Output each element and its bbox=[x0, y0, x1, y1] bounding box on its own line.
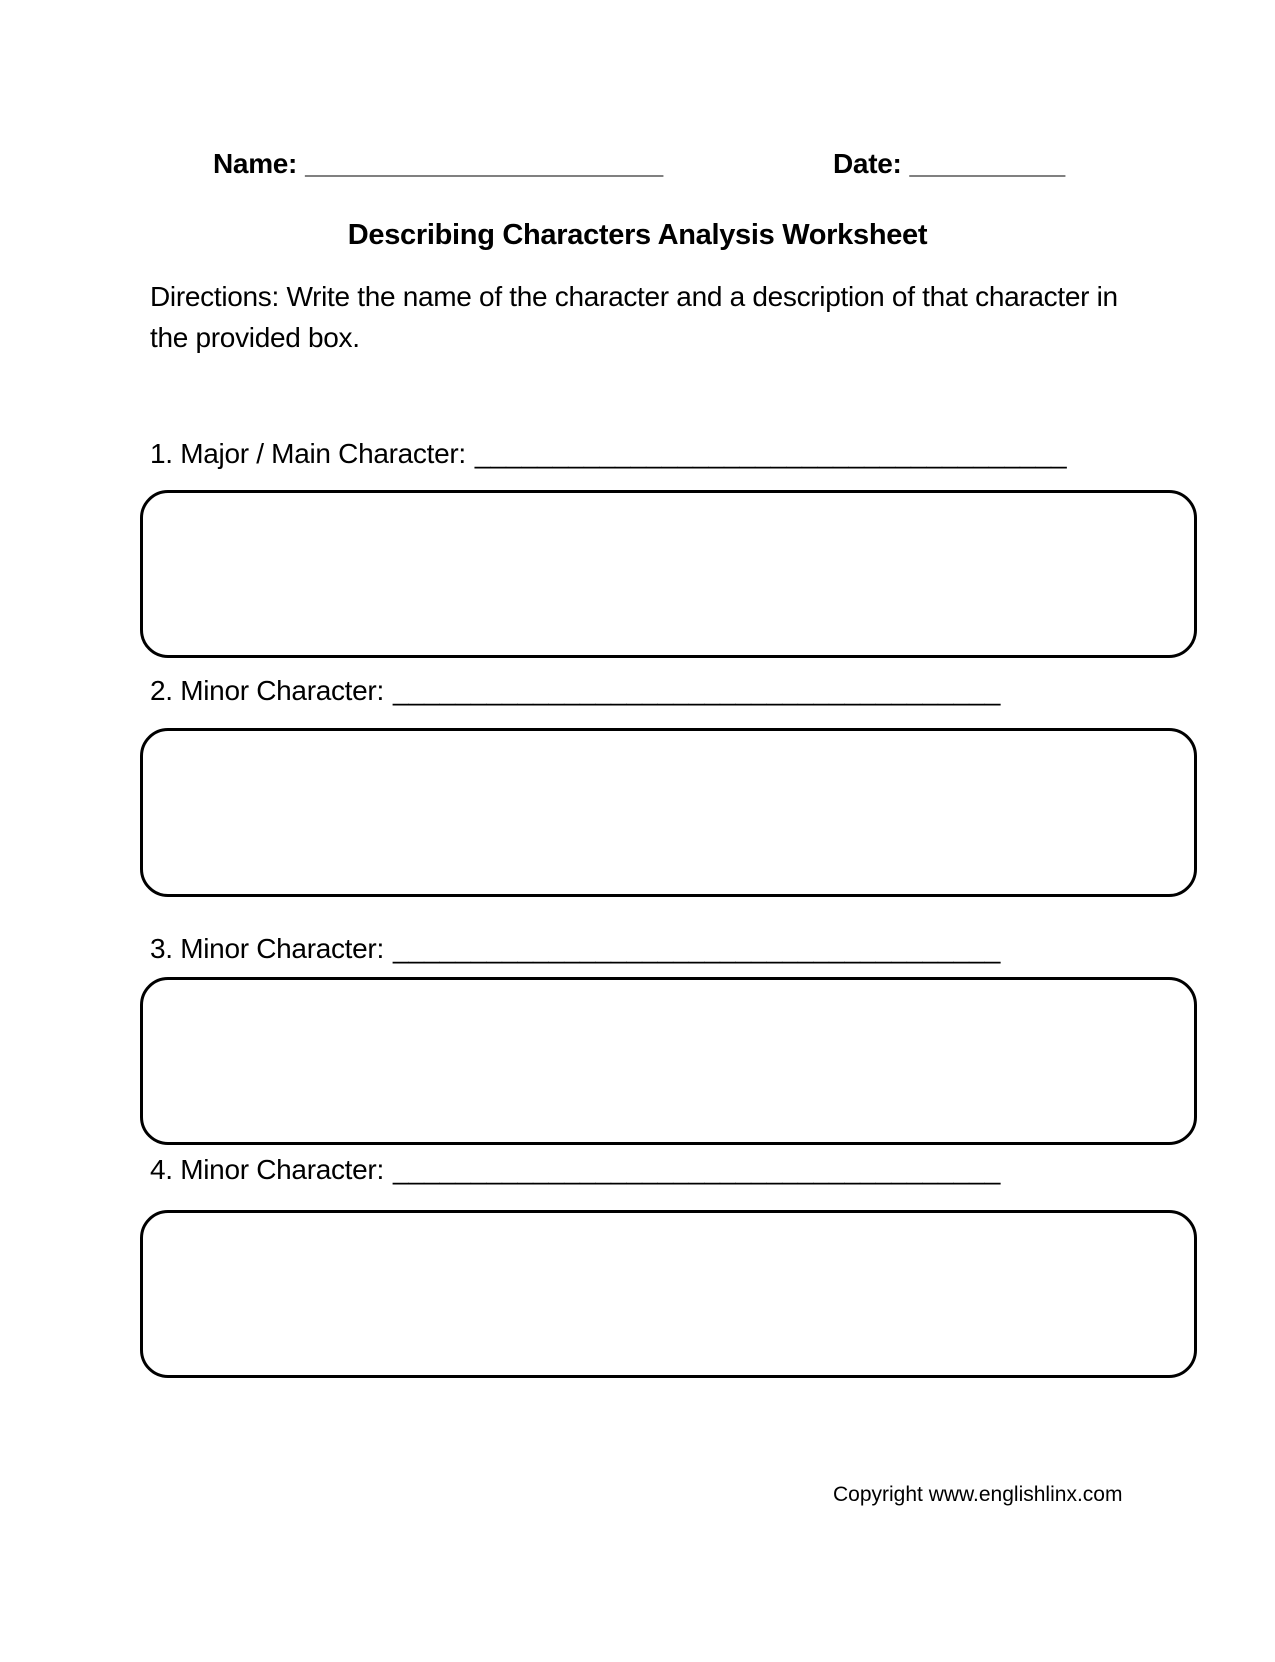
section-3-label: 3. Minor Character: bbox=[150, 933, 384, 964]
directions-text: Directions: Write the name of the character and a description of that character in the provided box. bbox=[150, 281, 1118, 353]
section-1-label: 1. Major / Main Character: bbox=[150, 438, 466, 469]
section-2-label: 2. Minor Character: bbox=[150, 675, 384, 706]
section-4-character-box[interactable] bbox=[140, 1210, 1197, 1378]
date-label: Date: bbox=[833, 148, 902, 179]
section-2-label-row bbox=[150, 675, 1000, 707]
section-3-character-box[interactable] bbox=[140, 977, 1197, 1145]
section-3-blank-line[interactable]: _______________________________________ bbox=[392, 933, 1001, 964]
section-4-blank-line[interactable]: _______________________________________ bbox=[392, 1154, 1001, 1185]
section-1-label-row bbox=[150, 438, 1067, 470]
section-2-blank-line[interactable]: _______________________________________ bbox=[392, 675, 1001, 706]
name-label: Name: bbox=[213, 148, 298, 179]
date-field bbox=[833, 148, 1065, 180]
section-1-character-box[interactable] bbox=[140, 490, 1197, 658]
section-1-blank-line[interactable]: ______________________________________ bbox=[474, 438, 1067, 469]
page-title: Describing Characters Analysis Worksheet bbox=[347, 219, 928, 251]
name-blank-line[interactable]: _______________________ bbox=[305, 148, 664, 179]
date-blank-line[interactable]: __________ bbox=[909, 148, 1066, 179]
copyright-text: Copyright www.englishlinx.com bbox=[833, 1483, 1123, 1506]
section-4-label-row bbox=[150, 1154, 1000, 1186]
section-4-label: 4. Minor Character: bbox=[150, 1154, 384, 1185]
section-2-character-box[interactable] bbox=[140, 728, 1197, 897]
name-field bbox=[213, 148, 663, 180]
section-3-label-row bbox=[150, 933, 1000, 965]
